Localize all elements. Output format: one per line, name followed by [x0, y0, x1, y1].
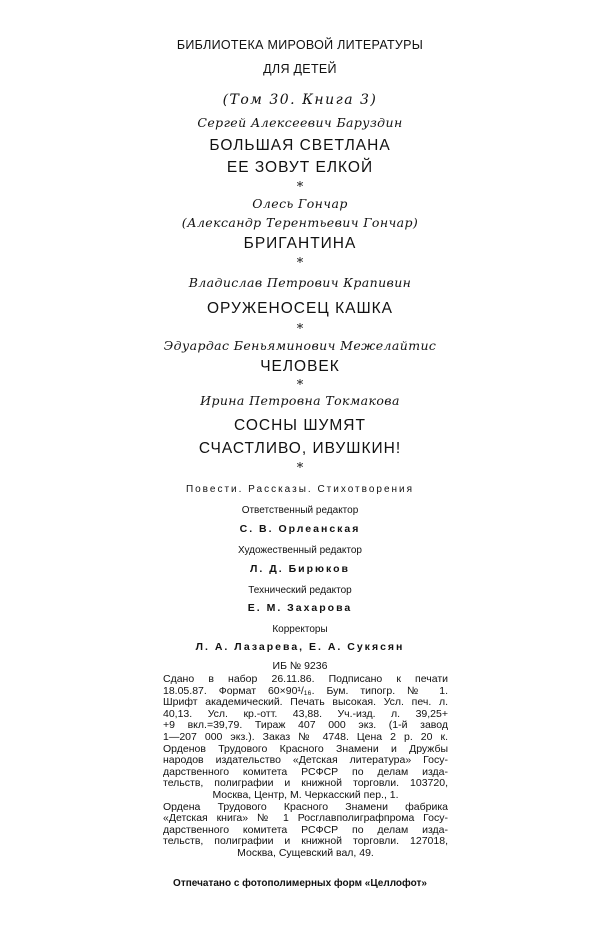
work-title: СОСНЫ ШУМЯТ [234, 417, 366, 434]
work-title: ЕЕ ЗОВУТ ЕЛКОЙ [226, 159, 374, 176]
credit-names: Л. А. Лазарева, Е. А. Сукясян [195, 641, 405, 653]
ib-number: ИБ № 9236 [272, 660, 328, 672]
author-gonchar: Олесь Гончар [252, 196, 348, 211]
imprint-line: Москва, Сущевский вал, 49. [237, 846, 374, 859]
imprint-line: дарственного комитета РСФСР по делам изда- [163, 765, 448, 778]
imprint-line: 40,13. Усл. кр.-отт. 43,88. Уч.-изд. л. 39,25+ [163, 707, 448, 720]
separator-star: * [296, 322, 304, 337]
imprint-line: тельств, полиграфии и книжной торговли. 127018, [163, 835, 448, 848]
series-subtitle: ДЛЯ ДЕТЕЙ [263, 62, 337, 76]
imprint-line: Ордена Трудового Красного Знамени фабрика [163, 800, 448, 813]
credit-role: Ответственный редактор [241, 505, 359, 516]
credit-role: Технический редактор [248, 585, 352, 596]
separator-star: * [296, 461, 304, 476]
credit-names: С. В. Орлеанская [239, 523, 361, 535]
work-title: ЧЕЛОВЕК [260, 358, 340, 375]
imprint-line: Шрифт академический. Печать высокая. Усл. печ. л. [163, 696, 448, 709]
author-mezhelaitis: Эдуардас Беньяминович Межелайтис [163, 338, 437, 353]
printed-by-line: Отпечатано с фотополимерных форм «Целлофот» [173, 878, 427, 889]
volume-label: (Том 30. Книга 3) [222, 92, 378, 108]
author-baruzdin: Сергей Алексеевич Баруздин [197, 115, 403, 130]
imprint-line: тельств, полиграфии и книжной торговли. 103720, [163, 777, 448, 790]
credit-role: Художественный редактор [238, 545, 362, 556]
imprint-line: 18.05.87. Формат 60×90¹/₁₆. Бум. типогр. № 1. [163, 684, 448, 697]
separator-star: * [296, 180, 304, 195]
imprint-line: «Детская книга» № 1 Росглавполиграфпрома Госу- [163, 812, 448, 825]
imprint-line: 1—207 000 экз.). Заказ № 4748. Цена 2 р. 20 к. [163, 730, 448, 743]
separator-star: * [296, 256, 304, 271]
work-title: БОЛЬШАЯ СВЕТЛАНА [209, 137, 391, 154]
work-title: СЧАСТЛИВО, ИВУШКИН! [198, 440, 402, 457]
imprint-block [163, 674, 448, 860]
credit-names: Л. Д. Бирюков [250, 563, 350, 575]
author-tokmakova: Ирина Петровна Токмакова [200, 393, 400, 408]
credit-names: Е. М. Захарова [247, 602, 353, 614]
work-title: ОРУЖЕНОСЕЦ КАШКА [206, 300, 394, 317]
credit-role: Корректоры [272, 624, 328, 635]
imprint-line: дарственного комитета РСФСР по делам изда- [163, 823, 448, 836]
imprint-line: +9 вкл.=39,79. Тираж 407 000 экз. (1-й завод [163, 719, 448, 732]
author-krapivin: Владислав Петрович Крапивин [188, 275, 412, 290]
imprint-line: народов издательство «Детская литература» Госу- [163, 754, 448, 767]
imprint-line: Сдано в набор 26.11.86. Подписано к печати [163, 673, 448, 685]
imprint-line: Орденов Трудового Красного Знамени и Дружбы [163, 742, 448, 755]
series-title: БИБЛИОТЕКА МИРОВОЙ ЛИТЕРАТУРЫ [176, 38, 424, 52]
imprint-line: Москва, Центр, М. Черкасский пер., 1. [212, 788, 399, 801]
genre-line: Повести. Рассказы. Стихотворения [185, 484, 415, 495]
work-title: БРИГАНТИНА [243, 235, 357, 252]
author-gonchar-fullname: (Александр Терентьевич Гончар) [181, 215, 419, 230]
separator-star: * [296, 378, 304, 393]
